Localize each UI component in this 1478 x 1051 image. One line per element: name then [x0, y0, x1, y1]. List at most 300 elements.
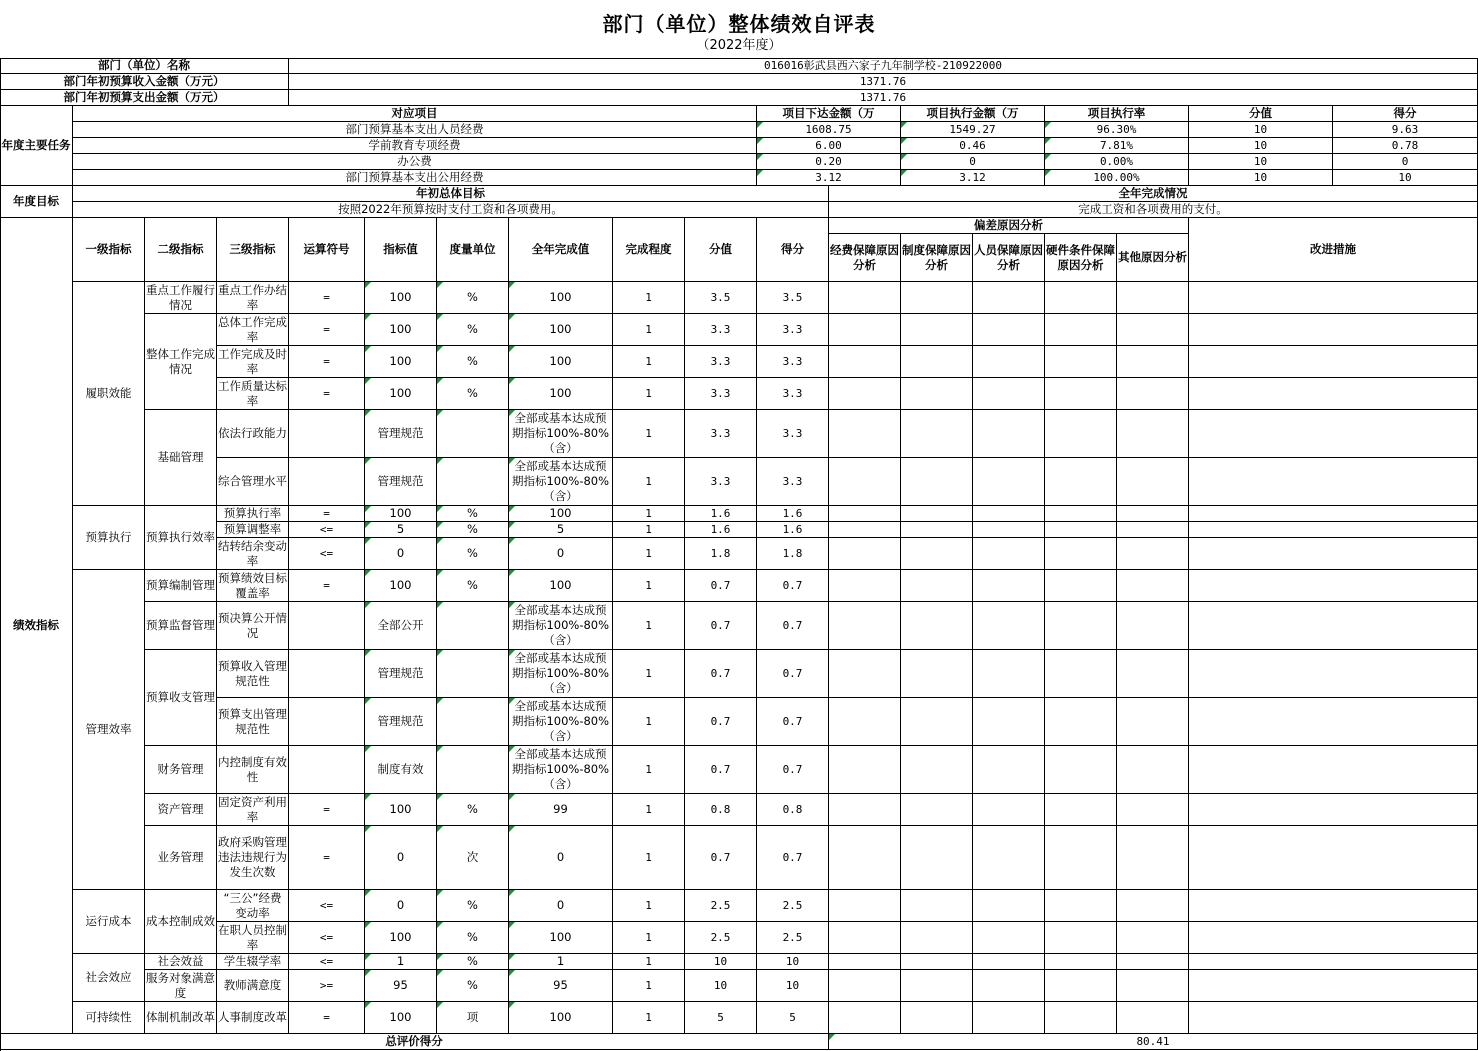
indicator-score: 1.8	[685, 538, 757, 570]
indicator-target: 0	[365, 890, 437, 922]
indicator-unit: 项	[437, 1002, 509, 1034]
indicator-degree: 1	[613, 378, 685, 410]
indicator-unit: %	[437, 314, 509, 346]
indicator-degree: 1	[613, 458, 685, 506]
indicator-score: 10	[685, 970, 757, 1002]
deviation-blank	[973, 570, 1045, 602]
deviation-blank	[901, 794, 973, 826]
indicator-degree: 1	[613, 746, 685, 794]
deviation-blank	[1045, 458, 1117, 506]
indicator-target: 全部公开	[365, 602, 437, 650]
tasks-header: 项目执行金额（万	[901, 106, 1045, 122]
level2-indicator: 预算执行效率	[145, 506, 217, 570]
tasks-label: 年度主要任务	[0, 106, 73, 186]
indicator-l3: 教师满意度	[217, 970, 289, 1002]
deviation-blank	[1045, 602, 1117, 650]
task-value: 10	[1189, 154, 1333, 170]
indicator-target: 管理规范	[365, 458, 437, 506]
deviation-blank	[1045, 282, 1117, 314]
indicator-got: 5	[757, 1002, 829, 1034]
indicator-score: 1.6	[685, 506, 757, 522]
indicator-actual: 100	[509, 378, 613, 410]
deviation-blank	[1117, 746, 1189, 794]
indicator-op: =	[289, 314, 365, 346]
indicator-got: 3.3	[757, 410, 829, 458]
deviation-col-header: 人员保障原因分析	[973, 234, 1045, 282]
indicator-op	[289, 602, 365, 650]
task-value: 0.46	[901, 138, 1045, 154]
deviation-blank	[901, 970, 973, 1002]
indicator-unit: %	[437, 538, 509, 570]
indicator-actual: 全部或基本达成预期指标100%-80%（含）	[509, 698, 613, 746]
deviation-blank	[1117, 602, 1189, 650]
improve-header: 改进措施	[1189, 218, 1478, 282]
deviation-blank	[1189, 538, 1478, 570]
deviation-blank	[1117, 346, 1189, 378]
deviation-blank	[829, 650, 901, 698]
deviation-blank	[1045, 890, 1117, 922]
deviation-blank	[973, 954, 1045, 970]
indicator-actual: 95	[509, 970, 613, 1002]
indicator-target: 100	[365, 570, 437, 602]
level1-indicator: 运行成本	[73, 890, 145, 954]
deviation-blank	[1117, 506, 1189, 522]
indicator-score: 0.8	[685, 794, 757, 826]
deviation-blank	[901, 650, 973, 698]
indicator-actual: 全部或基本达成预期指标100%-80%（含）	[509, 746, 613, 794]
deviation-blank	[973, 282, 1045, 314]
goal-label: 年度目标	[0, 186, 73, 218]
deviation-blank	[1117, 378, 1189, 410]
indicator-target: 100	[365, 346, 437, 378]
indicator-score: 1.6	[685, 522, 757, 538]
indicator-op: =	[289, 378, 365, 410]
indicator-degree: 1	[613, 650, 685, 698]
deviation-blank	[1045, 346, 1117, 378]
indicator-score: 3.3	[685, 314, 757, 346]
indicator-actual: 100	[509, 506, 613, 522]
deviation-blank	[973, 410, 1045, 458]
deviation-blank	[829, 794, 901, 826]
deviation-blank	[1045, 746, 1117, 794]
task-value: 0.20	[757, 154, 901, 170]
goal-completion-header: 全年完成情况	[829, 186, 1478, 202]
indicator-l3: 预算支出管理规范性	[217, 698, 289, 746]
deviation-blank	[1117, 826, 1189, 890]
indicator-score: 0.7	[685, 570, 757, 602]
deviation-blank	[901, 282, 973, 314]
indicator-op	[289, 410, 365, 458]
deviation-blank	[829, 458, 901, 506]
tasks-header: 分值	[1189, 106, 1333, 122]
deviation-blank	[1045, 826, 1117, 890]
deviation-blank	[1117, 922, 1189, 954]
deviation-blank	[1045, 314, 1117, 346]
deviation-blank	[1189, 890, 1478, 922]
level2-indicator: 预算监督管理	[145, 602, 217, 650]
deviation-blank	[829, 314, 901, 346]
task-value: 0	[901, 154, 1045, 170]
dept-name-value: 016016彰武县西六家子九年制学校-210922000	[289, 58, 1478, 74]
indicator-header: 三级指标	[217, 218, 289, 282]
deviation-blank	[829, 746, 901, 794]
indicator-degree: 1	[613, 570, 685, 602]
indicator-op	[289, 650, 365, 698]
indicator-actual: 100	[509, 570, 613, 602]
indicator-unit	[437, 650, 509, 698]
deviation-blank	[973, 538, 1045, 570]
deviation-blank	[1189, 698, 1478, 746]
deviation-blank	[901, 314, 973, 346]
indicator-l3: 人事制度改革	[217, 1002, 289, 1034]
deviation-blank	[901, 746, 973, 794]
indicator-degree: 1	[613, 922, 685, 954]
indicator-unit: 次	[437, 826, 509, 890]
deviation-blank	[973, 970, 1045, 1002]
task-value: 3.12	[901, 170, 1045, 186]
deviation-blank	[901, 922, 973, 954]
indicator-l3: 内控制度有效性	[217, 746, 289, 794]
indicator-degree: 1	[613, 602, 685, 650]
deviation-blank	[1117, 314, 1189, 346]
deviation-blank	[829, 506, 901, 522]
deviation-blank	[1045, 410, 1117, 458]
indicator-got: 0.7	[757, 570, 829, 602]
indicator-op: =	[289, 282, 365, 314]
indicator-degree: 1	[613, 1002, 685, 1034]
indicator-actual: 100	[509, 922, 613, 954]
indicator-unit: %	[437, 890, 509, 922]
indicator-l3: 综合管理水平	[217, 458, 289, 506]
deviation-blank	[1189, 410, 1478, 458]
tasks-header: 项目执行率	[1045, 106, 1189, 122]
deviation-blank	[973, 794, 1045, 826]
indicator-header: 全年完成值	[509, 218, 613, 282]
level2-indicator: 预算收支管理	[145, 650, 217, 746]
indicator-unit	[437, 602, 509, 650]
deviation-blank	[1045, 378, 1117, 410]
deviation-blank	[829, 922, 901, 954]
indicator-target: 管理规范	[365, 698, 437, 746]
total-label: 总评价得分	[0, 1034, 829, 1050]
indicator-unit: %	[437, 922, 509, 954]
deviation-blank	[1117, 794, 1189, 826]
indicator-score: 0.7	[685, 650, 757, 698]
indicator-actual: 100	[509, 314, 613, 346]
level2-indicator: 重点工作履行情况	[145, 282, 217, 314]
deviation-blank	[901, 1002, 973, 1034]
indicator-degree: 1	[613, 698, 685, 746]
deviation-blank	[901, 538, 973, 570]
level2-indicator: 体制机制改革	[145, 1002, 217, 1034]
indicator-unit	[437, 458, 509, 506]
deviation-blank	[901, 346, 973, 378]
indicator-op: <=	[289, 538, 365, 570]
indicator-score: 3.3	[685, 378, 757, 410]
indicator-l3: 学生辍学率	[217, 954, 289, 970]
deviation-blank	[973, 314, 1045, 346]
indicator-degree: 1	[613, 826, 685, 890]
expense-value: 1371.76	[289, 90, 1478, 106]
deviation-blank	[901, 826, 973, 890]
goal-initial-header: 年初总体目标	[73, 186, 829, 202]
deviation-blank	[1189, 506, 1478, 522]
task-name: 学前教育专项经费	[73, 138, 757, 154]
indicator-degree: 1	[613, 954, 685, 970]
deviation-blank	[1045, 506, 1117, 522]
deviation-blank	[1045, 970, 1117, 1002]
task-value: 9.63	[1333, 122, 1478, 138]
indicator-got: 0.7	[757, 698, 829, 746]
indicator-target: 管理规范	[365, 650, 437, 698]
deviation-blank	[1189, 954, 1478, 970]
indicator-header: 得分	[757, 218, 829, 282]
deviation-blank	[1189, 650, 1478, 698]
deviation-blank	[829, 538, 901, 570]
indicator-l3: 预算收入管理规范性	[217, 650, 289, 698]
indicator-target: 100	[365, 282, 437, 314]
level1-indicator: 履职效能	[73, 282, 145, 506]
indicator-target: 0	[365, 826, 437, 890]
indicator-actual: 100	[509, 1002, 613, 1034]
indicator-score: 5	[685, 1002, 757, 1034]
deviation-col-header: 经费保障原因分析	[829, 234, 901, 282]
indicator-actual: 100	[509, 282, 613, 314]
indicator-actual: 0	[509, 538, 613, 570]
deviation-blank	[1189, 602, 1478, 650]
indicator-actual: 全部或基本达成预期指标100%-80%（含）	[509, 458, 613, 506]
deviation-blank	[829, 698, 901, 746]
indicator-op: =	[289, 506, 365, 522]
deviation-blank	[1189, 794, 1478, 826]
deviation-blank	[901, 890, 973, 922]
indicator-op	[289, 698, 365, 746]
deviation-blank	[829, 570, 901, 602]
indicator-got: 10	[757, 970, 829, 1002]
indicator-got: 3.3	[757, 458, 829, 506]
deviation-blank	[1117, 970, 1189, 1002]
deviation-blank	[973, 922, 1045, 954]
page-title: 部门（单位）整体绩效自评表	[602, 12, 876, 36]
income-label: 部门年初预算收入金额（万元）	[0, 74, 289, 90]
deviation-blank	[1045, 538, 1117, 570]
level2-indicator: 社会效益	[145, 954, 217, 970]
indicator-actual: 0	[509, 826, 613, 890]
indicator-l3: 预算调整率	[217, 522, 289, 538]
task-value: 1549.27	[901, 122, 1045, 138]
indicator-l3: 预决算公开情况	[217, 602, 289, 650]
deviation-blank	[1117, 458, 1189, 506]
deviation-blank	[973, 826, 1045, 890]
indicator-score: 3.3	[685, 410, 757, 458]
deviation-blank	[1189, 826, 1478, 890]
deviation-blank	[973, 506, 1045, 522]
indicator-actual: 99	[509, 794, 613, 826]
deviation-blank	[1117, 698, 1189, 746]
level2-indicator: 预算编制管理	[145, 570, 217, 602]
indicator-l3: 在职人员控制率	[217, 922, 289, 954]
indicator-got: 3.3	[757, 314, 829, 346]
indicator-op: <=	[289, 890, 365, 922]
deviation-blank	[829, 602, 901, 650]
level2-indicator: 资产管理	[145, 794, 217, 826]
deviation-blank	[1189, 970, 1478, 1002]
deviation-blank	[1189, 314, 1478, 346]
indicator-header: 分值	[685, 218, 757, 282]
deviation-blank	[1189, 1002, 1478, 1034]
indicator-op: <=	[289, 954, 365, 970]
indicator-l3: 预算执行率	[217, 506, 289, 522]
indicator-unit	[437, 410, 509, 458]
indicator-degree: 1	[613, 346, 685, 378]
indicator-actual: 1	[509, 954, 613, 970]
deviation-blank	[1189, 746, 1478, 794]
deviation-blank	[901, 698, 973, 746]
indicator-degree: 1	[613, 890, 685, 922]
deviation-col-header: 硬件条件保障原因分析	[1045, 234, 1117, 282]
deviation-blank	[1117, 522, 1189, 538]
indicator-actual: 全部或基本达成预期指标100%-80%（含）	[509, 602, 613, 650]
indicator-score: 0.7	[685, 602, 757, 650]
indicator-header: 度量单位	[437, 218, 509, 282]
deviation-blank	[901, 954, 973, 970]
indicator-op: <=	[289, 522, 365, 538]
indicator-unit	[437, 746, 509, 794]
indicator-header: 完成程度	[613, 218, 685, 282]
indicator-unit: %	[437, 970, 509, 1002]
deviation-blank	[829, 826, 901, 890]
indicator-header: 运算符号	[289, 218, 365, 282]
indicator-unit: %	[437, 522, 509, 538]
indicator-degree: 1	[613, 522, 685, 538]
indicator-target: 100	[365, 922, 437, 954]
indicator-got: 1.8	[757, 538, 829, 570]
task-name: 办公费	[73, 154, 757, 170]
level2-indicator: 业务管理	[145, 826, 217, 890]
indicator-l3: 工作完成及时率	[217, 346, 289, 378]
deviation-blank	[1117, 650, 1189, 698]
task-value: 10	[1189, 170, 1333, 186]
deviation-blank	[973, 458, 1045, 506]
dept-name-label: 部门（单位）名称	[0, 58, 289, 74]
deviation-blank	[1189, 570, 1478, 602]
page-subtitle: （2022年度）	[696, 38, 782, 53]
indicator-got: 3.3	[757, 378, 829, 410]
indicator-got: 2.5	[757, 890, 829, 922]
deviation-header: 偏差原因分析	[829, 218, 1189, 234]
tasks-header: 项目下达金额（万	[757, 106, 901, 122]
level1-indicator: 社会效应	[73, 954, 145, 1002]
income-value: 1371.76	[289, 74, 1478, 90]
deviation-blank	[901, 378, 973, 410]
tasks-header: 对应项目	[73, 106, 757, 122]
tasks-header: 得分	[1333, 106, 1478, 122]
expense-label: 部门年初预算支出金额（万元）	[0, 90, 289, 106]
indicator-actual: 全部或基本达成预期指标100%-80%（含）	[509, 410, 613, 458]
level2-indicator: 基础管理	[145, 410, 217, 506]
indicator-unit: %	[437, 570, 509, 602]
indicator-l3: 工作质量达标率	[217, 378, 289, 410]
deviation-blank	[1045, 570, 1117, 602]
indicator-got: 3.5	[757, 282, 829, 314]
indicator-l3: 政府采购管理违法违规行为发生次数	[217, 826, 289, 890]
indicator-score: 2.5	[685, 922, 757, 954]
indicator-degree: 1	[613, 538, 685, 570]
level2-indicator: 整体工作完成情况	[145, 314, 217, 410]
total-value: 80.41	[829, 1034, 1478, 1050]
indicator-got: 0.8	[757, 794, 829, 826]
deviation-blank	[829, 970, 901, 1002]
indicator-got: 0.7	[757, 650, 829, 698]
deviation-blank	[1189, 922, 1478, 954]
deviation-blank	[1045, 794, 1117, 826]
indicator-score: 0.7	[685, 746, 757, 794]
indicator-target: 100	[365, 378, 437, 410]
indicator-degree: 1	[613, 794, 685, 826]
deviation-blank	[1117, 954, 1189, 970]
deviation-blank	[829, 522, 901, 538]
deviation-blank	[1189, 458, 1478, 506]
deviation-blank	[1189, 378, 1478, 410]
deviation-blank	[1117, 538, 1189, 570]
indicator-target: 95	[365, 970, 437, 1002]
indicator-op: =	[289, 570, 365, 602]
indicator-got: 0.7	[757, 826, 829, 890]
indicator-target: 管理规范	[365, 410, 437, 458]
task-value: 0.78	[1333, 138, 1478, 154]
indicator-l3: “三公”经费变动率	[217, 890, 289, 922]
indicator-unit	[437, 698, 509, 746]
indicator-degree: 1	[613, 282, 685, 314]
level1-indicator: 管理效率	[73, 570, 145, 890]
level2-indicator: 成本控制成效	[145, 890, 217, 954]
indicator-op: =	[289, 794, 365, 826]
deviation-blank	[973, 602, 1045, 650]
task-value: 3.12	[757, 170, 901, 186]
indicator-actual: 100	[509, 346, 613, 378]
deviation-blank	[973, 346, 1045, 378]
indicator-unit: %	[437, 794, 509, 826]
deviation-blank	[973, 378, 1045, 410]
indicator-header: 二级指标	[145, 218, 217, 282]
indicator-l3: 依法行政能力	[217, 410, 289, 458]
task-value: 96.30%	[1045, 122, 1189, 138]
deviation-blank	[829, 346, 901, 378]
deviation-blank	[973, 650, 1045, 698]
deviation-blank	[1045, 650, 1117, 698]
goal-initial-text: 按照2022年预算按时支付工资和各项费用。	[73, 202, 829, 218]
indicator-degree: 1	[613, 970, 685, 1002]
deviation-blank	[973, 890, 1045, 922]
deviation-blank	[829, 378, 901, 410]
deviation-blank	[829, 282, 901, 314]
indicator-op	[289, 746, 365, 794]
task-name: 部门预算基本支出人员经费	[73, 122, 757, 138]
indicator-op: =	[289, 1002, 365, 1034]
task-value: 10	[1189, 122, 1333, 138]
indicator-actual: 全部或基本达成预期指标100%-80%（含）	[509, 650, 613, 698]
task-value: 10	[1189, 138, 1333, 154]
indicator-degree: 1	[613, 506, 685, 522]
deviation-blank	[1045, 922, 1117, 954]
indicator-score: 10	[685, 954, 757, 970]
deviation-blank	[1045, 1002, 1117, 1034]
indicator-l3: 固定资产利用率	[217, 794, 289, 826]
deviation-blank	[973, 746, 1045, 794]
indicators-label: 绩效指标	[0, 218, 73, 1034]
indicator-header: 一级指标	[73, 218, 145, 282]
indicator-got: 1.6	[757, 522, 829, 538]
